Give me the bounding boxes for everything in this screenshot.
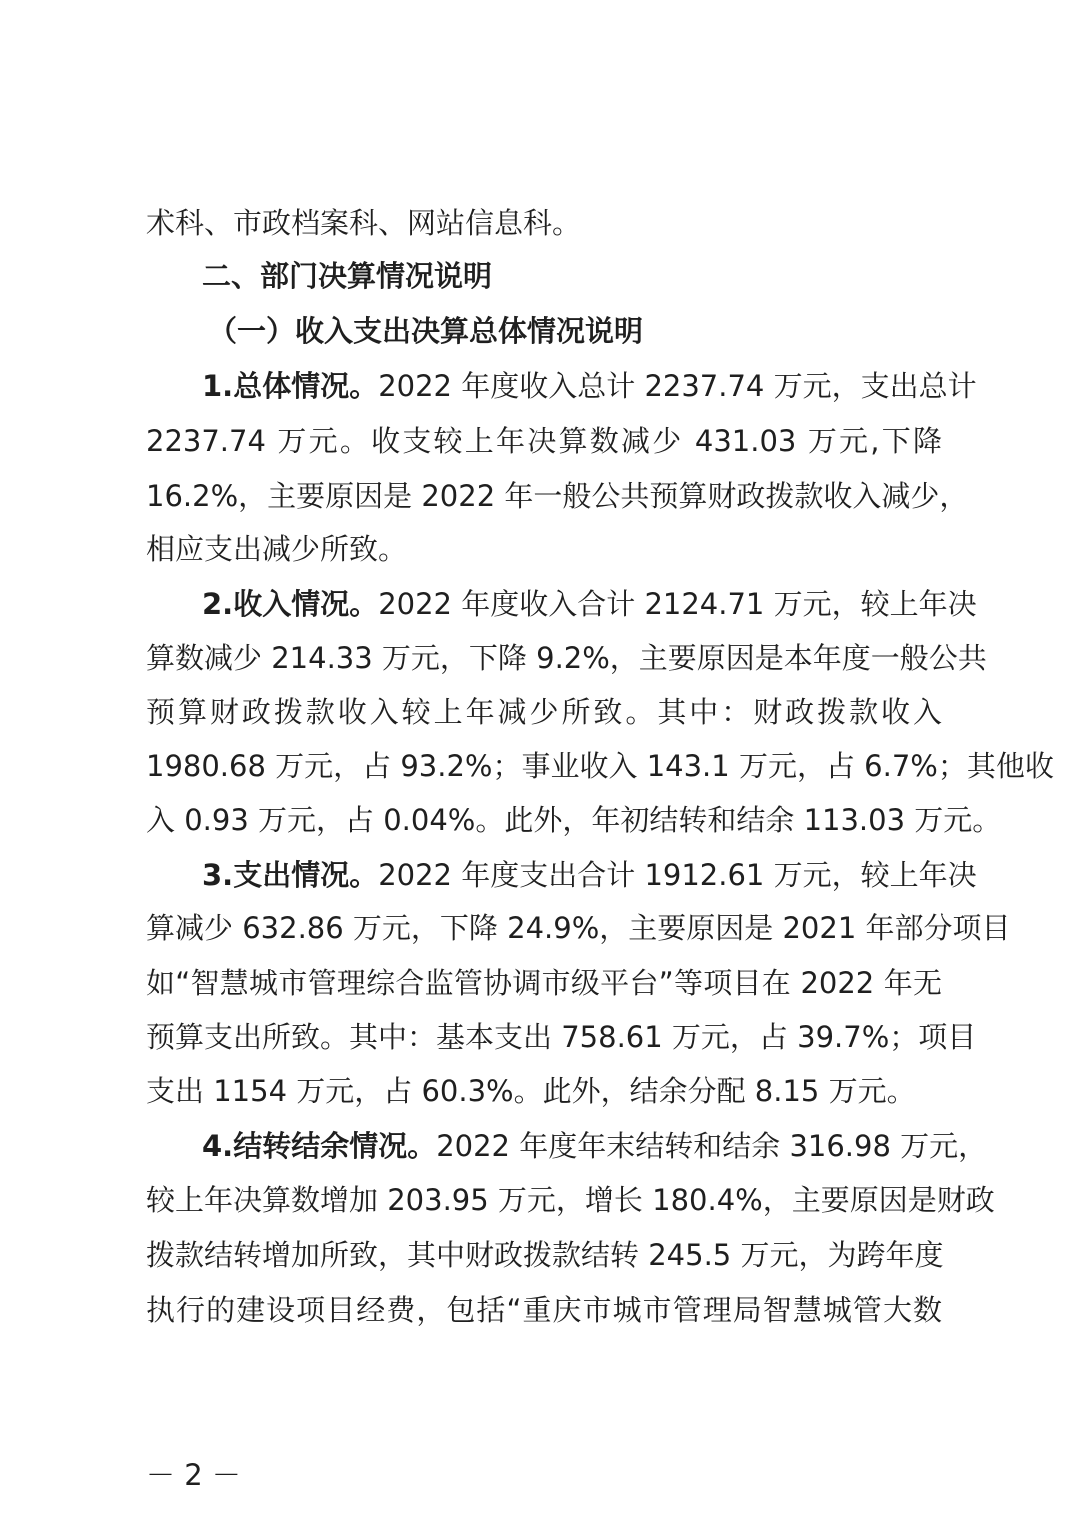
p2-line-1-text: 2022 年度收入合计 2124.71 万元，较上年决 [378,587,977,621]
p2-line-5: 入 0.93 万元，占 0.04%。此外，年初结转和结余 113.03 万元。 [146,803,1002,837]
carryover-line: 术科、市政档案科、网站信息科。 [146,206,582,240]
p4-label: 4.结转结余情况。 [202,1129,437,1163]
p2-line-2: 算数减少 214.33 万元，下降 9.2%，主要原因是本年度一般公共 [146,641,987,675]
p4-line-2: 较上年决算数增加 203.95 万元，增长 180.4%，主要原因是财政 [146,1183,995,1217]
p1-line-4: 相应支出减少所致。 [146,532,408,566]
p3-label: 3.支出情况。 [202,858,379,892]
p1-line-1-text: 2022 年度收入总计 2237.74 万元，支出总计 [378,369,977,403]
p4-line-1 [202,1126,988,1166]
p3-line-2: 算减少 632.86 万元，下降 24.9%，主要原因是 2021 年部分项目 [146,911,1011,945]
page-number: － 2 － [146,1458,241,1492]
p2-line-1 [202,584,977,624]
p1-line-2: 2237.74 万元。收支较上年决算数减少 431.03 万元,下降 [146,424,942,458]
p4-line-4: 执行的建设项目经费，包括“重庆市城市管理局智慧城管大数 [146,1293,942,1327]
p1-line-1 [202,366,977,406]
p4-line-1-text: 2022 年度年末结转和结余 316.98 万元， [436,1129,988,1163]
p3-line-1-text: 2022 年度支出合计 1912.61 万元，较上年决 [378,858,977,892]
p2-line-4: 1980.68 万元，占 93.2%；事业收入 143.1 万元，占 6.7%；其他收 [146,749,1054,783]
p3-line-5: 支出 1154 万元，占 60.3%。此外，结余分配 8.15 万元。 [146,1074,916,1108]
p3-line-3: 如“智慧城市管理综合监管协调市级平台”等项目在 2022 年无 [146,966,942,1000]
p4-line-3: 拨款结转增加所致，其中财政拨款结转 245.5 万元，为跨年度 [146,1238,944,1272]
p3-line-4: 预算支出所致。其中：基本支出 758.61 万元，占 39.7%；项目 [146,1020,977,1054]
p1-label: 1.总体情况。 [202,369,379,403]
p2-label: 2.收入情况。 [202,587,379,621]
p1-line-3: 16.2%，主要原因是 2022 年一般公共预算财政拨款收入减少， [146,479,969,513]
subsection-title: （一）收入支出决算总体情况说明 [208,314,644,348]
p3-line-1 [202,855,977,895]
p2-line-3: 预算财政拨款收入较上年减少所致。其中：财政拨款收入 [146,695,942,729]
section-title: 二、部门决算情况说明 [202,259,493,293]
